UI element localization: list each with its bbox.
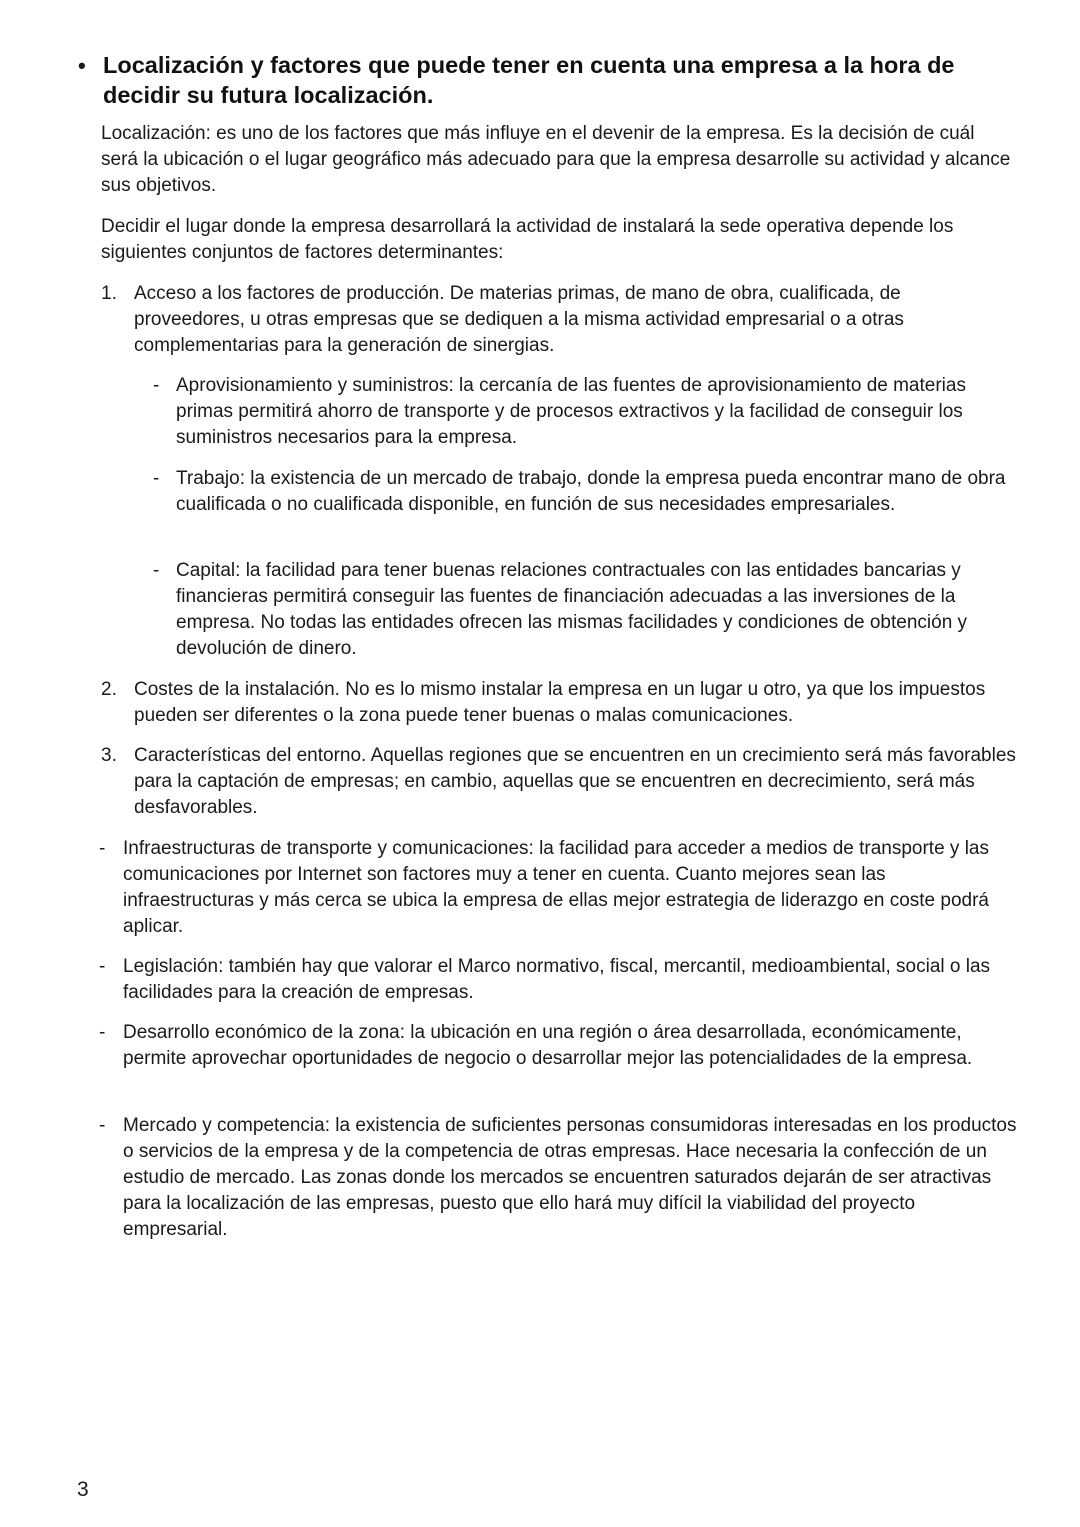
sub-list-item <box>153 466 1013 518</box>
numbered-item <box>101 677 1016 729</box>
numbered-item-marker: 2. <box>101 679 117 700</box>
numbered-item-text: Acceso a los factores de producción. De materias primas, de mano de obra, cualificada, de proveedores, u otras empresas que se dediquen a la misma actividad empresarial o a otras complementarias para la generación de sinergias. <box>134 283 904 356</box>
sub-list-dash: - <box>153 560 160 581</box>
sub-list-dash: - <box>153 375 160 396</box>
dash-list-item-text: Mercado y competencia: la existencia de suficientes personas consumidoras interesadas en los productos o servicios de la empresa y de la competencia de otras empresas. Hace necesaria la confección de un estudio de mercado. Las zonas donde los mercados se encuentren saturados dejarán de ser atractivas para la localización de las empresas, puesto que ello hará muy difícil la viabilidad del proyecto empresarial. <box>123 1115 1017 1240</box>
dash-list-item <box>99 954 1019 1006</box>
dash-list-item-text: Desarrollo económico de la zona: la ubicación en una región o área desarrollada, económicamente, permite aprovechar oportunidades de negocio o desarrollar mejor las potencialidades de la empresa. <box>123 1022 973 1069</box>
paragraph-localizacion: Localización: es uno de los factores que más influye en el devenir de la empresa. Es la decisión de cuál será la ubicación o el lugar geográfico más adecuado para que la empresa desarrolle su actividad y alcance sus objetivos. <box>101 123 1011 196</box>
dash-marker: - <box>99 1115 106 1136</box>
sub-list-item-text: Trabajo: la existencia de un mercado de trabajo, donde la empresa pueda encontrar mano de obra cualificada o no cualificada disponible, en función de sus necesidades empresariales. <box>176 468 1006 515</box>
numbered-item-text: Características del entorno. Aquellas regiones que se encuentren en un crecimiento será más favorables para la captación de empresas; en cambio, aquellas que se encuentren en decrecimiento, será más desfavorables. <box>134 745 1016 818</box>
numbered-item <box>101 743 1016 821</box>
dash-list-item-text: Infraestructuras de transporte y comunicaciones: la facilidad para acceder a medios de transporte y las comunicaciones por Internet son factores muy a tener en cuenta. Cuanto mejores sean las infraestructuras y más cerca se ubica la empresa de ellas mejor estrategia de liderazgo en coste podrá aplicar. <box>123 838 990 937</box>
sub-list-dash: - <box>153 468 160 489</box>
numbered-item-marker: 3. <box>101 745 117 766</box>
heading-text: Localización y factores que puede tener en cuenta una empresa a la hora de decidir su futura localización. <box>103 52 955 108</box>
section-heading <box>78 50 1018 110</box>
dash-list-item <box>99 1020 1019 1072</box>
numbered-item <box>101 281 1016 359</box>
page-number: 3 <box>77 1478 89 1501</box>
sub-list-item-text: Aprovisionamiento y suministros: la cercanía de las fuentes de aprovisionamiento de materias primas permitirá ahorro de transporte y de procesos extractivos y la facilidad de conseguir los suministros necesarios para la empresa. <box>176 375 966 448</box>
dash-list-item <box>99 1113 1019 1243</box>
sub-list-item-text: Capital: la facilidad para tener buenas relaciones contractuales con las entidades bancarias y financieras permitirá conseguir las fuentes de financiación adecuadas a las inversiones de la empresa. No todas las entidades ofrecen las mismas facilidades y condiciones de obtención y devolución de dinero. <box>176 560 968 659</box>
dash-marker: - <box>99 956 106 977</box>
sub-list-item <box>153 558 1013 662</box>
dash-marker: - <box>99 838 106 859</box>
dash-list-item-text: Legislación: también hay que valorar el Marco normativo, fiscal, mercantil, medioambiental, social o las facilidades para la creación de empresas. <box>123 956 991 1003</box>
dash-list-item <box>99 836 1019 940</box>
paragraph-decidir-lugar: Decidir el lugar donde la empresa desarrollará la actividad de instalará la sede operativa depende los siguientes conjuntos de factores determinantes: <box>101 216 954 263</box>
numbered-item-marker: 1. <box>101 283 117 304</box>
heading-bullet: • <box>78 53 86 78</box>
dash-marker: - <box>99 1022 106 1043</box>
sub-list-item <box>153 373 1013 451</box>
numbered-item-text: Costes de la instalación. No es lo mismo instalar la empresa en un lugar u otro, ya que los impuestos pueden ser diferentes o la zona puede tener buenas o malas comunicaciones. <box>134 679 986 726</box>
